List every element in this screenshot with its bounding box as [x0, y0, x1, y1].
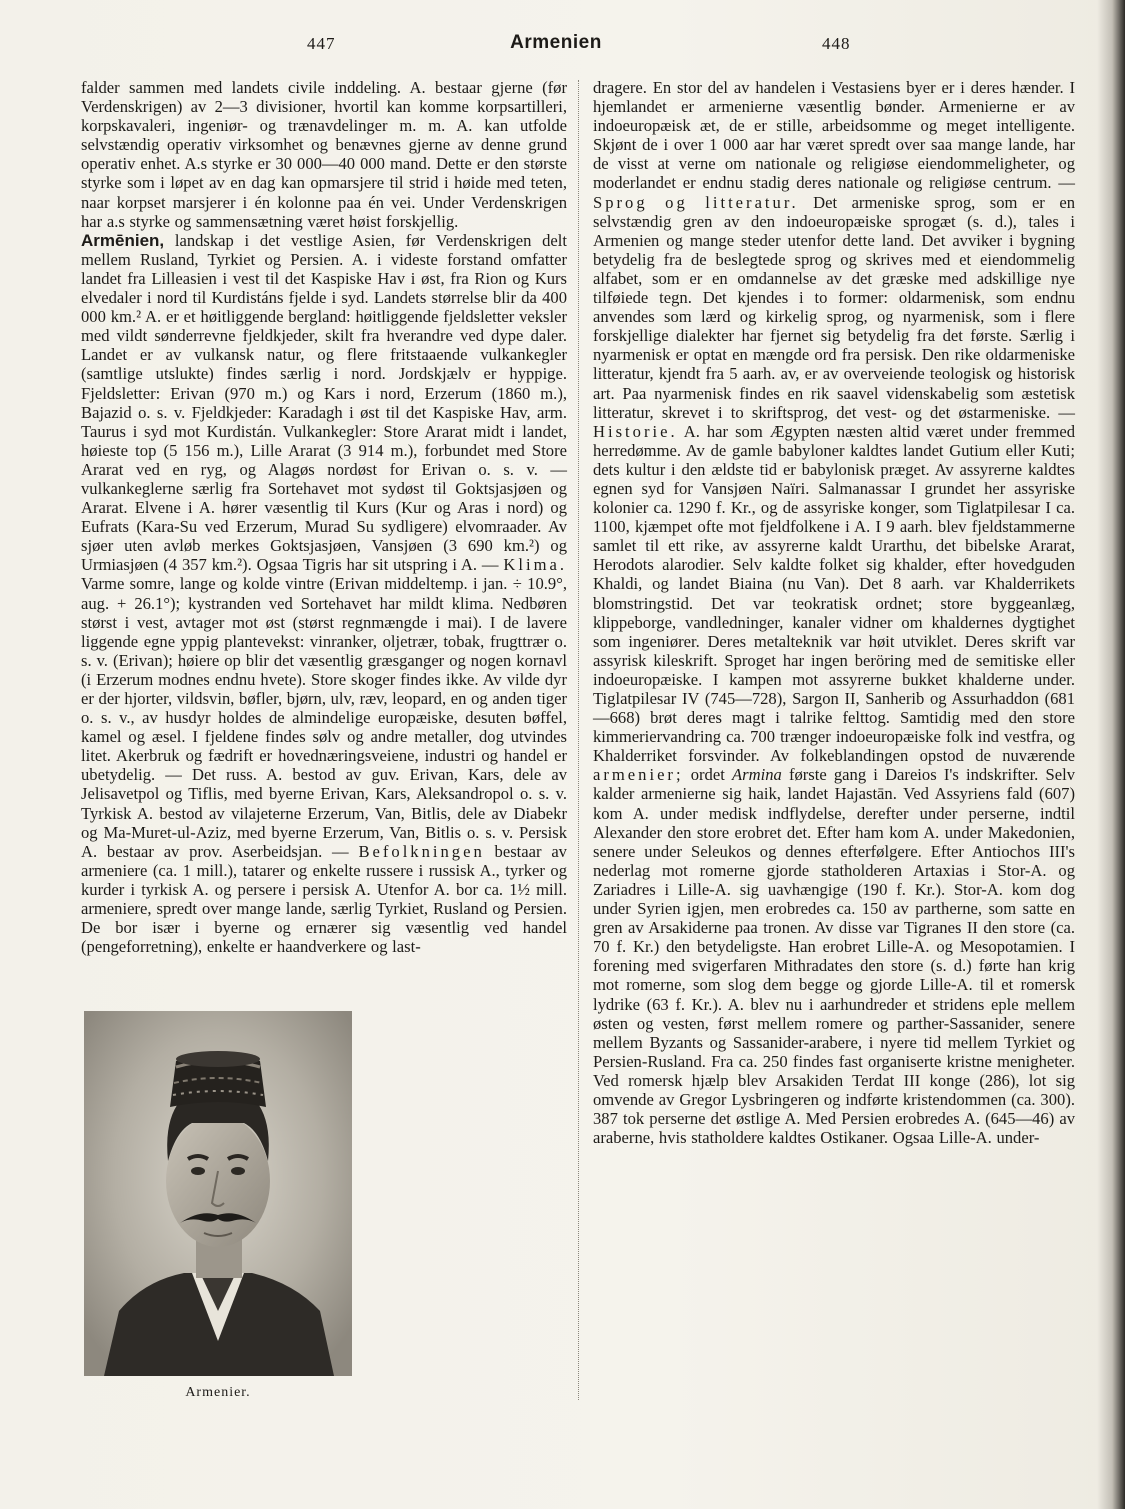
figure-caption: Armenier. — [185, 1385, 251, 1400]
right-column — [593, 78, 1075, 1147]
paragraph-continued: dragere. En stor del av handelen i Vestasiens byer er i deres hænder. I hjemlandet er armenierne væsentlig bønder. Armenierne er av indoeuropæisk æt, de er stille, arbeidsomme og meget intelligente. Skjønt de i over 1 000 aar har været spredt over saa mange lande, har de visst at verne om nationale og religiøse eiendommeligheter, og moderlandet er endnu stadig deres nationale og religiøse centrum. — Sprog og litteratur. Det armeniske sprog, som er en selvstændig gren av den indoeuropæiske sprogæt (s. d.), tales i Armenien og mange steder utenfor dette land. Det avviker i bygning betydelig fra de beslegtede sprog og skrives med et eiendommelig alfabet, som er en omdannelse av det græske med adskillige nye tilføiede tegn. Det kjendes i to former: oldarmenisk, som endnu anvendes som lærd og kirkelig sprog, og nyarmenisk, som i flere forskjellige dialekter har fjernet sig betydelig fra det første. Særlig i nyarmenisk er optat en mængde ord fra persisk. Den rike oldarmeniske litteratur, kjendt fra 5 aarh. av, er av overveiende teologisk og historisk art. Paa nyarmenisk findes en rik saavel videnskabelig som æstetisk litteratur, skrevet i to skriftsprog, det vest- og det østarmeniske. — Historie. A. har som Ægypten næsten altid været under fremmed herredømme. Av de gamle babyloner kaldtes landet Gutium eller Kuti; dets kultur i den ældste tid er babylonisk præget. Av assyrerne kaldtes egnen syd for Vansjøen Naïri. Salmanassar I grundet her assyriske kolonier ca. 1290 f. Kr., og de assyriske konger, som Tiglatpilesar I ca. 1100, kjæmpet ofte mot fjeldfolkene i A. I 9 aarh. blev fjeldstammerne samlet til ett rike, av assyrerne kaldt Urarthu, det bibelske Ararat, Herodots alarodier. Selv kaldte folket sig khalder, efter hovedguden Khaldi, og landet Biaina (nu Van). Det 8 aarh. var Khalderrikets blomstringstid. Det var teokratisk ordnet; store byggeanlæg, klippeborge, vandledninger, kanaler vidner om khaldernes dygtighet som ingeniører. Deres metalteknik var høit utviklet. Deres skrift var assyrisk kileskrift. Sproget har ingen beröring med de semitiske eller indoeuropæiske. I kampen mot assyrerne bukket khalderne under. Tiglatpilesar IV (745—728), Sargon II, Sanherib og Assurhaddon (681—668) brøt deres magt i talrike felttog. Samtidig med den store kimmeriervandring ca. 700 trænger indoeuropæiske folk ind vestfra, og Khalderriket forsvinder. Av folkeblandingen opstod de nuværende armenier; ordet Armina første gang i Dareios I's indskrifter. Selv kalder armenierne sig haik, landet Hajastān. Ved Assyriens fald (607) kom A. under medisk indflydelse, derefter under perserne, indtil Alexander den store erobret det. Efter ham kom A. under Makedonien, senere under Seleukos og dennes efterfølgere. Efter Antiochos III's nederlag mot romerne gjorde statholderen Artaxias i Stor-A. og Zariadres i Lille-A. sig uavhængige (190 f. Kr.). Stor-A. kom dog under Syrien igjen, men erobredes ca. 150 av partherne, som satte en gren av Arsakiderne paa tronen. Av disse var Tigranes II den store (ca. 70 f. Kr.) den betydeligste. Han erobret Lille-A. og Mesopotamien. I forening med svigerfaren Mithradates den store (s. d.) førte han krig mot romerne, som slog dem begge og gjorde Lille-A. til et romersk lydrike (63 f. Kr.). A. blev nu i aarhundreder et stridens eple mellem østen og vesten, først mellem romere og parther-Sassanider, senere mellem Byzants og Sassanider-arabere, i nyere tid mellem Tyrkiet og Persien-Rusland. Fra ca. 250 findes fast organiserte kristne menigheter. Ved romersk hjælp blev Arsakiden Terdat III konge (286), lot sig omvende av Gregor Lysbringeren og indførte kristendommen (ca. 300). 387 tok perserne det østlige A. Med Persien erobredes A. (645—46) av araberne, hvis statholdere kaldtes Ostikaner. Ogsaa Lille-A. under- — [593, 78, 1075, 1148]
page-header — [0, 34, 1112, 58]
portrait-photo — [84, 1011, 352, 1376]
term-armina: Armina — [732, 765, 782, 785]
column-divider — [578, 80, 579, 1400]
entry-headword: Armēnien, — [81, 230, 165, 250]
portrait-illustration — [84, 1011, 352, 1376]
paragraph-armenien: Armēnien, landskap i det vestlige Asien, før Verdenskrigen delt mellem Rusland, Tyrkiet og Persien. A. i videste forstand omfatter landet fra Lilleasien i vest til det Kaspiske Hav i øst, fra Rion og Kurs elvedaler i nord til Kurdistáns fjelde i syd. Landets størrelse blir da 400 000 km.² A. er et høitliggende bergland: høitliggende fjeldsletter veksler med vildt sønderrevne fjeldkjeder, skilt fra hverandre ved dype daler. Landet er av vulkansk natur, og flere fritstaaende vulkankegler (samtlige utslukte) findes særlig i nord. Jordskjælv er hyppige. Fjeldsletter: Erivan (970 m.) og Kars i nord, Erzerum (1860 m.), Bajazid o. s. v. Fjeldkjeder: Karadagh i øst til det Kaspiske Hav, arm. Taurus i syd mot Kurdistán. Vulkankegler: Store Ararat midt i landet, høieste top (5 156 m.), Lille Ararat (3 914 m.), forbundet med Store Ararat ved en ryg, og Alagøs nordøst for Erivan o. s. v. — vulkankeglerne særlig fra Sortehavet mot sydøst til Goktsjasjøen og Ararat. Elvene i A. hører væsentlig til Kurs (Kur og Aras i nord) og Eufrats (Kara-Su ved Erzerum, Murad Su sydligere) elvomraader. Av sjøer uten avløb merkes Goktsjasjøen, Vansjøen (3 690 km.²) og Urmiasjøen (4 357 km.²). Ogsaa Tigris har sit utspring i A. — Klima. Varme somre, lange og kolde vintre (Erivan middeltemp. i jan. ÷ 10.9°, aug. + 26.1°); kystranden ved Sortehavet har mildt klima. Nedbøren størst i vest, avtager mot øst (størst regnmængde i mai). I de lavere liggende egne yppig plantevekst: vinranker, oljetrær, tobak, frugttrær o. s. v. (Erivan); høiere op blir det væsentlig græsganger og nogen kornavl (i Erzerum modnes endnu hvete). Store skoger findes ikke. Av vilde dyr er der hjorter, vildsvin, bøfler, bjørn, ulv, ræv, leopard, en og anden tiger o. s. v., av husdyr holdes de almindelige europæiske, desuten bøffel, kamel og æsel. I fjeldene findes sølv og andre metaller, dog utvindes litet. Akerbruk og fædrift er hovednæringsveiene, industri og handel er ubetydelig. — Det russ. A. bestod av guv. Erivan, Kars, dele av Jelisavetpol og Tiflis, med byerne Erivan, Kars, Aleksandropol o. s. v. Tyrkisk A. bestod av vilajeterne Erzerum, Van, Bitlis, dele av Diabekr og Ma-Muret-ul-Aziz, med byerne Erzerum, Van, Bitlis o. s. v. Persisk A. bestaar av prov. Aserbeidsjan. — Befolkningen bestaar av armeniere (ca. 1 mill.), tatarer og enkelte russere i russisk A., tyrker og kurder i tyrkisk A. og persere i persisk A. Utenfor A. bor ca. 1½ mill. armeniere, spredt over mange lande, særlig Tyrkiet, Rusland og Persien. De bor især i byerne og ernærer sig væsentlig ved handel (pengeforretning), enkelte er haandverkere og last- — [81, 230, 567, 957]
portrait-figure — [84, 1011, 352, 1407]
book-gutter — [1097, 0, 1125, 1509]
section-klima: Klima. — [503, 555, 567, 575]
section-historie: Historie. — [593, 421, 678, 441]
page-number-right: 448 — [822, 34, 851, 53]
term-armenier: armenier; — [593, 765, 684, 785]
section-sprog: Sprog og litteratur. — [593, 192, 799, 212]
page-number-left: 447 — [307, 34, 336, 53]
running-title: Armenien — [510, 32, 602, 53]
section-befolkningen: Befolkningen — [358, 841, 485, 861]
paragraph-korps: falder sammen med landets civile inddeling. A. bestaar gjerne (før Verdenskrigen) av 2—3 divisioner, hvortil kan komme korpsartilleri, korpskavaleri, ingeniør- og trænavdelinger m. m. A. kan utfolde selvstændig operativ virksomhet og benævnes gjerne av denne grund operativ enhet. A.s styrke er 30 000—40 000 mand. Dette er den største styrke som i løpet av en dag kan opmarsjere til strid i høide med teten, naar korpset marsjerer i én kolonne paa én vei. Under Verdenskrigen har a.s styrke og sammensætning været høist forskjellig. — [81, 78, 567, 231]
